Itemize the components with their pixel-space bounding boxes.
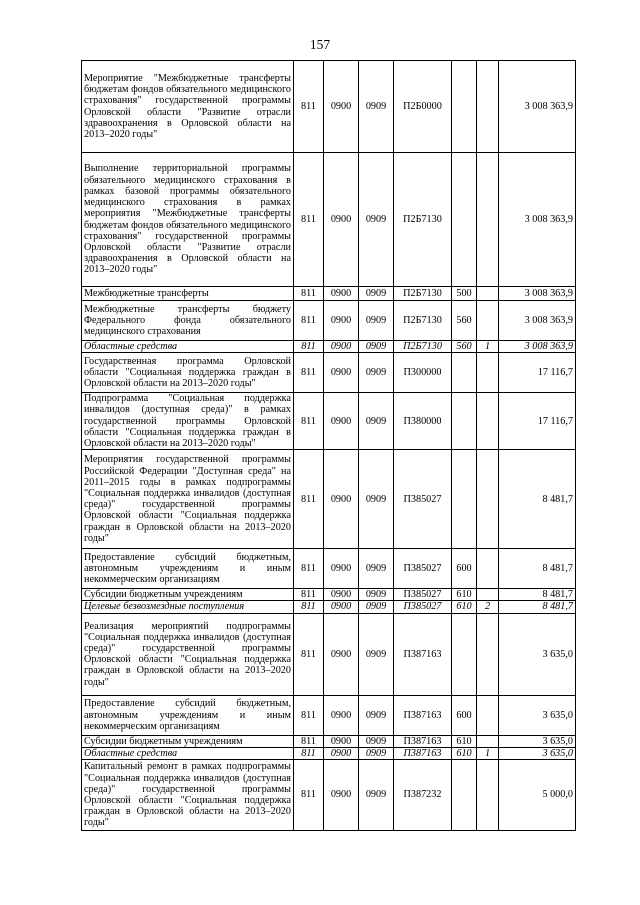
- table-row: [82, 341, 576, 353]
- row-amount: 8 481,7: [499, 450, 576, 549]
- row-expense-type-code: [452, 613, 477, 695]
- row-amount: 3 008 363,9: [499, 153, 576, 287]
- row-target-article-code: П387232: [394, 760, 452, 831]
- row-section-code: 0900: [324, 301, 359, 341]
- table-row: [82, 760, 576, 831]
- row-funding-source-code: [477, 287, 499, 301]
- table-row: [82, 61, 576, 153]
- row-target-article-code: П387163: [394, 695, 452, 735]
- budget-table: [81, 60, 576, 831]
- row-expense-type-code: [452, 61, 477, 153]
- row-section-code: 0900: [324, 341, 359, 353]
- row-ministry-code: 811: [294, 760, 324, 831]
- row-subsection-code: 0909: [359, 450, 394, 549]
- row-amount: 3 635,0: [499, 695, 576, 735]
- row-amount: 3 008 363,9: [499, 61, 576, 153]
- row-target-article-code: П2Б7130: [394, 153, 452, 287]
- row-funding-source-code: [477, 760, 499, 831]
- row-expense-type-code: [452, 450, 477, 549]
- row-name: Подпрограмма "Социальная поддержка инвалидов (доступная среда)" в рамках государственной программы Орловской области "Социальная поддержка граждан в Орловской области на 2013–2020 годы": [82, 393, 294, 450]
- row-name: Целевые безвозмездные поступления: [82, 601, 294, 613]
- row-expense-type-code: 610: [452, 735, 477, 747]
- row-subsection-code: 0909: [359, 341, 394, 353]
- row-ministry-code: 811: [294, 601, 324, 613]
- row-funding-source-code: [477, 353, 499, 393]
- row-subsection-code: 0909: [359, 589, 394, 601]
- row-section-code: 0900: [324, 601, 359, 613]
- row-amount: 3 008 363,9: [499, 287, 576, 301]
- row-section-code: 0900: [324, 589, 359, 601]
- row-expense-type-code: [452, 760, 477, 831]
- row-expense-type-code: [452, 393, 477, 450]
- row-subsection-code: 0909: [359, 601, 394, 613]
- row-name: Областные средства: [82, 341, 294, 353]
- row-expense-type-code: 610: [452, 589, 477, 601]
- row-section-code: 0900: [324, 760, 359, 831]
- row-section-code: 0900: [324, 353, 359, 393]
- row-funding-source-code: [477, 450, 499, 549]
- row-subsection-code: 0909: [359, 747, 394, 759]
- row-section-code: 0900: [324, 735, 359, 747]
- row-section-code: 0900: [324, 287, 359, 301]
- row-expense-type-code: 600: [452, 549, 477, 589]
- row-section-code: 0900: [324, 613, 359, 695]
- row-target-article-code: П300000: [394, 353, 452, 393]
- row-section-code: 0900: [324, 747, 359, 759]
- table-row: [82, 450, 576, 549]
- row-expense-type-code: [452, 353, 477, 393]
- row-target-article-code: П387163: [394, 613, 452, 695]
- table-row: [82, 393, 576, 450]
- row-ministry-code: 811: [294, 450, 324, 549]
- table-row: [82, 549, 576, 589]
- row-expense-type-code: 610: [452, 747, 477, 759]
- row-section-code: 0900: [324, 61, 359, 153]
- row-target-article-code: П2Б7130: [394, 341, 452, 353]
- row-expense-type-code: 610: [452, 601, 477, 613]
- row-amount: 3 635,0: [499, 735, 576, 747]
- row-amount: 3 635,0: [499, 613, 576, 695]
- row-target-article-code: П2Б7130: [394, 287, 452, 301]
- row-subsection-code: 0909: [359, 393, 394, 450]
- row-name: Межбюджетные трансферты: [82, 287, 294, 301]
- row-target-article-code: П387163: [394, 735, 452, 747]
- row-ministry-code: 811: [294, 735, 324, 747]
- row-name: Межбюджетные трансферты бюджету Федерального фонда обязательного медицинского страхования: [82, 301, 294, 341]
- page-number: 157: [309, 37, 331, 52]
- row-name: Областные средства: [82, 747, 294, 759]
- row-ministry-code: 811: [294, 153, 324, 287]
- row-amount: 8 481,7: [499, 549, 576, 589]
- row-subsection-code: 0909: [359, 287, 394, 301]
- row-funding-source-code: [477, 613, 499, 695]
- row-name: Капитальный ремонт в рамках подпрограммы "Социальная поддержка инвалидов (доступная среда)" государственной программы Орловской области "Социальная поддержка граждан в Орловской области на 2013–2020 годы": [82, 760, 294, 831]
- row-name: Государственная программа Орловской области "Социальная поддержка граждан в Орловской области на 2013–2020 годы": [82, 353, 294, 393]
- row-funding-source-code: [477, 549, 499, 589]
- table-row: [82, 301, 576, 341]
- row-ministry-code: 811: [294, 747, 324, 759]
- row-target-article-code: П380000: [394, 393, 452, 450]
- row-subsection-code: 0909: [359, 760, 394, 831]
- row-target-article-code: П385027: [394, 549, 452, 589]
- row-amount: 8 481,7: [499, 601, 576, 613]
- row-ministry-code: 811: [294, 341, 324, 353]
- row-funding-source-code: [477, 589, 499, 601]
- row-subsection-code: 0909: [359, 301, 394, 341]
- row-funding-source-code: [477, 735, 499, 747]
- row-section-code: 0900: [324, 393, 359, 450]
- row-name: Предоставление субсидий бюджетным, автономным учреждениям и иным некоммерческим организациям: [82, 549, 294, 589]
- row-ministry-code: 811: [294, 549, 324, 589]
- row-target-article-code: П2Б0000: [394, 61, 452, 153]
- row-ministry-code: 811: [294, 61, 324, 153]
- row-name: Мероприятия государственной программы Российской Федерации "Доступная среда" на 2011–2015 годы в рамках подпрограммы "Социальная поддержка инвалидов (доступная среда)" государственной программы Орловской области "Социальная поддержка граждан в Орловской области на 2013–2020 годы": [82, 450, 294, 549]
- row-ministry-code: 811: [294, 613, 324, 695]
- row-funding-source-code: [477, 695, 499, 735]
- row-amount: 17 116,7: [499, 353, 576, 393]
- row-section-code: 0900: [324, 549, 359, 589]
- row-ministry-code: 811: [294, 393, 324, 450]
- row-funding-source-code: [477, 393, 499, 450]
- row-amount: 8 481,7: [499, 589, 576, 601]
- budget-table-body: [82, 61, 576, 831]
- table-row: [82, 747, 576, 759]
- row-name: Предоставление субсидий бюджетным, автономным учреждениям и иным некоммерческим организациям: [82, 695, 294, 735]
- row-amount: 5 000,0: [499, 760, 576, 831]
- table-row: [82, 695, 576, 735]
- row-expense-type-code: [452, 153, 477, 287]
- row-ministry-code: 811: [294, 695, 324, 735]
- row-ministry-code: 811: [294, 301, 324, 341]
- row-target-article-code: П2Б7130: [394, 301, 452, 341]
- row-funding-source-code: 1: [477, 341, 499, 353]
- row-target-article-code: П385027: [394, 589, 452, 601]
- row-section-code: 0900: [324, 153, 359, 287]
- table-row: [82, 287, 576, 301]
- table-row: [82, 589, 576, 601]
- row-expense-type-code: 560: [452, 341, 477, 353]
- row-expense-type-code: 500: [452, 287, 477, 301]
- row-subsection-code: 0909: [359, 153, 394, 287]
- row-amount: 3 635,0: [499, 747, 576, 759]
- row-name: Мероприятие "Межбюджетные трансферты бюджетам фондов обязательного медицинского страхования" государственной программы Орловской области "Развитие отрасли здравоохранения в Орловской области на 2013–2020 годы": [82, 61, 294, 153]
- row-name: Субсидии бюджетным учреждениям: [82, 735, 294, 747]
- row-name: Выполнение территориальной программы обязательного медицинского страхования в рамках базовой программы обязательного медицинского страхования в рамках мероприятия "Межбюджетные трансферты бюджетам фондов обязательного медицинского страхования" государственной программы Орловской области "Развитие отрасли здравоохранения в Орловской области на 2013–2020 годы": [82, 153, 294, 287]
- row-section-code: 0900: [324, 450, 359, 549]
- row-section-code: 0900: [324, 695, 359, 735]
- row-amount: 3 008 363,9: [499, 341, 576, 353]
- row-subsection-code: 0909: [359, 61, 394, 153]
- row-ministry-code: 811: [294, 353, 324, 393]
- row-target-article-code: П387163: [394, 747, 452, 759]
- row-expense-type-code: 560: [452, 301, 477, 341]
- row-expense-type-code: 600: [452, 695, 477, 735]
- row-target-article-code: П385027: [394, 601, 452, 613]
- row-amount: 3 008 363,9: [499, 301, 576, 341]
- table-row: [82, 613, 576, 695]
- table-row: [82, 601, 576, 613]
- row-funding-source-code: 1: [477, 747, 499, 759]
- row-funding-source-code: [477, 153, 499, 287]
- row-amount: 17 116,7: [499, 393, 576, 450]
- row-funding-source-code: [477, 301, 499, 341]
- row-ministry-code: 811: [294, 589, 324, 601]
- row-subsection-code: 0909: [359, 735, 394, 747]
- row-subsection-code: 0909: [359, 353, 394, 393]
- table-row: [82, 735, 576, 747]
- row-subsection-code: 0909: [359, 695, 394, 735]
- table-row: [82, 353, 576, 393]
- row-name: Субсидии бюджетным учреждениям: [82, 589, 294, 601]
- row-ministry-code: 811: [294, 287, 324, 301]
- table-row: [82, 153, 576, 287]
- row-funding-source-code: 2: [477, 601, 499, 613]
- row-subsection-code: 0909: [359, 549, 394, 589]
- row-target-article-code: П385027: [394, 450, 452, 549]
- row-name: Реализация мероприятий подпрограммы "Социальная поддержка инвалидов (доступная среда)" государственной программы Орловской области "Социальная поддержка граждан в Орловской области на 2013–2020 годы": [82, 613, 294, 695]
- row-subsection-code: 0909: [359, 613, 394, 695]
- row-funding-source-code: [477, 61, 499, 153]
